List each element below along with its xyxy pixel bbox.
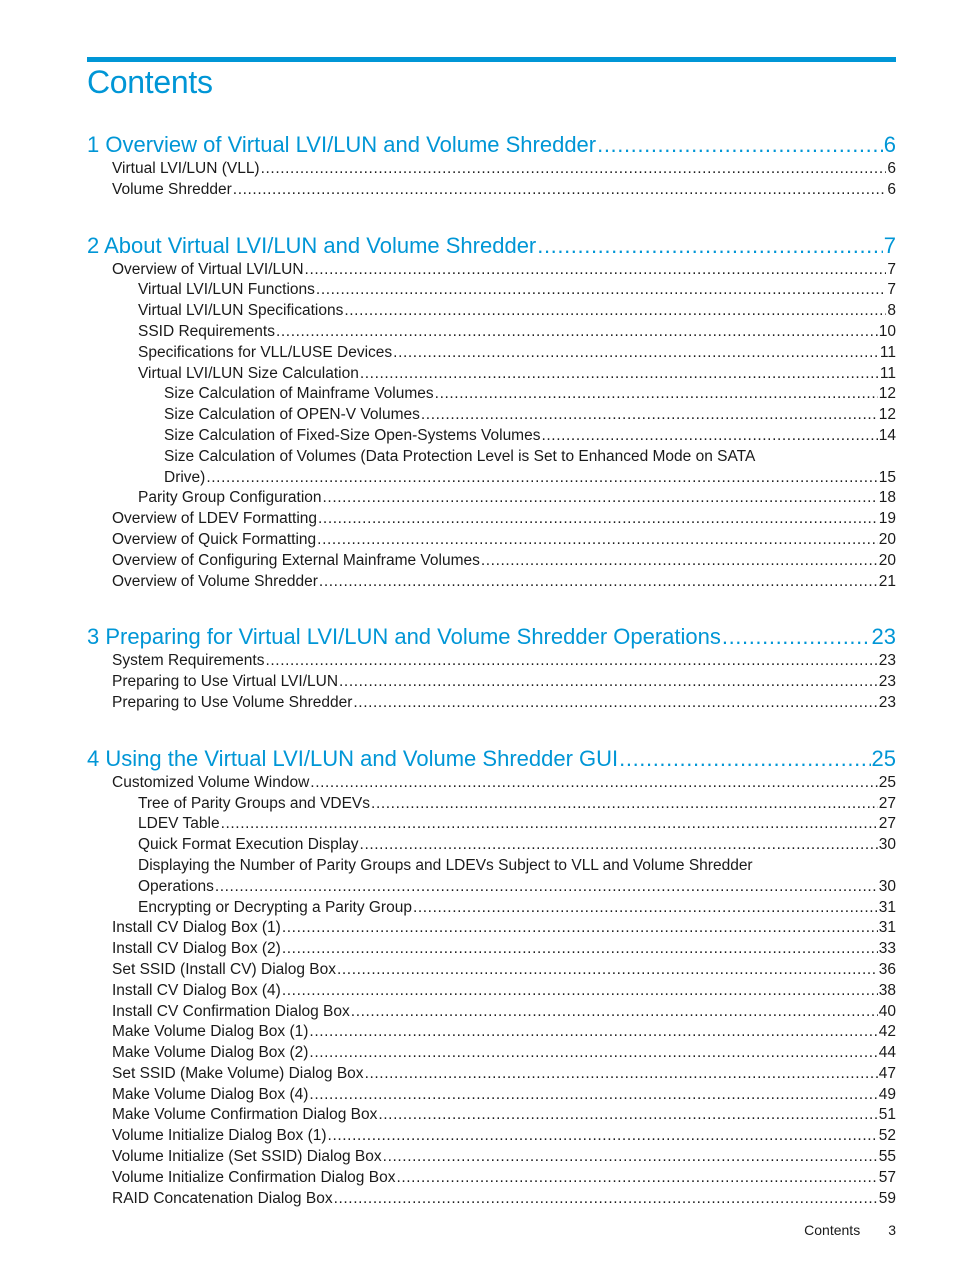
toc-chapter-3[interactable] bbox=[87, 620, 896, 653]
dot-leader bbox=[215, 877, 878, 898]
page-number: 51 bbox=[878, 1106, 896, 1124]
page-number: 18 bbox=[878, 489, 896, 507]
page-number: 33 bbox=[878, 940, 896, 958]
page-footer bbox=[804, 1222, 896, 1238]
page-number: 52 bbox=[878, 1127, 896, 1145]
toc-entry[interactable] bbox=[87, 530, 896, 551]
entry-title: Drive) bbox=[164, 468, 206, 486]
chapter-gap bbox=[87, 714, 896, 742]
dot-leader bbox=[396, 1168, 877, 1189]
page-number: 7 bbox=[887, 260, 896, 278]
page-number: 20 bbox=[878, 551, 896, 569]
toc-entry[interactable] bbox=[87, 343, 896, 364]
page-number: 31 bbox=[878, 919, 896, 937]
chapter-title: 3 Preparing for Virtual LVI/LUN and Volume Shredder Operations bbox=[87, 624, 721, 650]
header-rule bbox=[87, 57, 896, 62]
entry-title: Virtual LVI/LUN Size Calculation bbox=[138, 364, 359, 382]
page-number: 30 bbox=[878, 836, 896, 854]
dot-leader bbox=[261, 159, 887, 180]
entry-title: Make Volume Dialog Box (2) bbox=[112, 1044, 309, 1062]
chapter-gap bbox=[87, 201, 896, 229]
dot-leader bbox=[282, 918, 878, 939]
toc-entry[interactable] bbox=[87, 1105, 896, 1126]
chapter-title: 1 Overview of Virtual LVI/LUN and Volume Shredder bbox=[87, 132, 597, 157]
toc-entry[interactable] bbox=[87, 1189, 896, 1210]
dot-leader bbox=[339, 672, 878, 693]
page-number: 25 bbox=[878, 773, 896, 791]
page-number: 31 bbox=[878, 898, 896, 916]
toc-entry[interactable] bbox=[87, 468, 896, 489]
page-number: 27 bbox=[878, 794, 896, 812]
toc-entry[interactable] bbox=[87, 1043, 896, 1064]
page-number: 23 bbox=[878, 673, 896, 691]
toc-entry[interactable] bbox=[87, 1002, 896, 1023]
entry-title: Virtual LVI/LUN Functions bbox=[138, 281, 315, 299]
page-number: 14 bbox=[878, 426, 896, 444]
page-number: 47 bbox=[878, 1064, 896, 1082]
toc-entry[interactable] bbox=[87, 898, 896, 919]
entry-title: Overview of Configuring External Mainframe Volumes bbox=[112, 551, 480, 569]
entry-title: Set SSID (Install CV) Dialog Box bbox=[112, 960, 336, 978]
dot-leader bbox=[413, 898, 878, 919]
entry-title: Volume Shredder bbox=[112, 180, 232, 198]
page-title: Contents bbox=[87, 64, 213, 100]
page-number: 30 bbox=[878, 877, 896, 895]
page-number: 6 bbox=[887, 180, 896, 198]
toc-entry[interactable] bbox=[87, 1064, 896, 1085]
chapter-title: 2 About Virtual LVI/LUN and Volume Shredder bbox=[87, 232, 537, 258]
toc-entry[interactable] bbox=[87, 260, 896, 281]
dot-leader bbox=[351, 1002, 878, 1023]
page-number: 7 bbox=[883, 232, 896, 258]
dot-leader bbox=[537, 229, 883, 262]
toc-entry-wrapped-line[interactable]: Size Calculation of Volumes (Data Protection Level is Set to Enhanced Mode on SATA bbox=[164, 447, 756, 465]
page-number: 55 bbox=[878, 1148, 896, 1166]
dot-leader bbox=[435, 384, 878, 405]
toc-entry[interactable] bbox=[87, 551, 896, 572]
entry-title: Customized Volume Window bbox=[112, 773, 310, 791]
toc-entry[interactable] bbox=[87, 488, 896, 509]
entry-title: Virtual LVI/LUN (VLL) bbox=[112, 160, 260, 177]
dot-leader bbox=[310, 773, 877, 794]
entry-title: Encrypting or Decrypting a Parity Group bbox=[138, 898, 412, 916]
toc-entry[interactable] bbox=[87, 572, 896, 593]
page-number: 12 bbox=[878, 406, 896, 424]
page-number: 27 bbox=[878, 815, 896, 833]
entry-title: System Requirements bbox=[112, 652, 265, 670]
page-number: 38 bbox=[878, 981, 896, 999]
dot-leader bbox=[371, 794, 878, 815]
dot-leader bbox=[317, 530, 878, 551]
footer-label: Contents bbox=[804, 1222, 861, 1238]
entry-title: Preparing to Use Volume Shredder bbox=[112, 693, 353, 711]
toc-entry[interactable] bbox=[87, 939, 896, 960]
entry-title: Install CV Dialog Box (1) bbox=[112, 919, 281, 937]
page-number: 59 bbox=[878, 1189, 896, 1207]
toc-chapter-1[interactable] bbox=[87, 128, 896, 161]
entry-title: Operations bbox=[138, 877, 214, 895]
entry-title: Overview of Virtual LVI/LUN bbox=[112, 260, 304, 278]
entry-title: Overview of Quick Formatting bbox=[112, 530, 317, 548]
entry-title: RAID Concatenation Dialog Box bbox=[112, 1189, 333, 1207]
page-number: 10 bbox=[878, 322, 896, 340]
entry-title: Parity Group Configuration bbox=[138, 489, 322, 507]
toc-entry[interactable] bbox=[87, 918, 896, 939]
footer-page-number: 3 bbox=[888, 1222, 896, 1238]
dot-leader bbox=[309, 1043, 877, 1064]
page-number: 21 bbox=[878, 572, 896, 590]
toc-entry-wrapped-line[interactable]: Displaying the Number of Parity Groups and LDEVs Subject to VLL and Volume Shredder bbox=[138, 856, 753, 874]
page-number: 25 bbox=[871, 745, 896, 771]
dot-leader bbox=[597, 128, 883, 161]
dot-leader bbox=[265, 651, 877, 672]
dot-leader bbox=[309, 1085, 877, 1106]
dot-leader bbox=[337, 960, 878, 981]
dot-leader bbox=[383, 1147, 878, 1168]
page-number: 19 bbox=[878, 510, 896, 528]
toc-entry[interactable] bbox=[87, 1022, 896, 1043]
dot-leader bbox=[282, 981, 878, 1002]
toc-entry[interactable] bbox=[87, 1085, 896, 1106]
dot-leader bbox=[421, 405, 878, 426]
dot-leader bbox=[319, 572, 878, 593]
entry-title: Overview of Volume Shredder bbox=[112, 572, 318, 590]
toc-entry[interactable] bbox=[87, 794, 896, 815]
dot-leader bbox=[276, 322, 878, 343]
toc-entry[interactable] bbox=[87, 1168, 896, 1189]
page-number: 11 bbox=[879, 364, 896, 382]
page-number: 36 bbox=[878, 960, 896, 978]
page-number: 49 bbox=[878, 1085, 896, 1103]
page-number: 15 bbox=[878, 468, 896, 486]
dot-leader bbox=[328, 1126, 878, 1147]
entry-title: Volume Initialize Confirmation Dialog Box bbox=[112, 1168, 396, 1186]
entry-title: Specifications for VLL/LUSE Devices bbox=[138, 343, 393, 361]
entry-title: Size Calculation of Fixed-Size Open-Systems Volumes bbox=[164, 426, 541, 444]
page-number: 42 bbox=[878, 1023, 896, 1041]
entry-title: Set SSID (Make Volume) Dialog Box bbox=[112, 1064, 364, 1082]
toc-entry[interactable] bbox=[87, 322, 896, 343]
toc-entry[interactable] bbox=[87, 1126, 896, 1147]
entry-title: Install CV Dialog Box (4) bbox=[112, 981, 281, 999]
toc-entry[interactable] bbox=[87, 159, 896, 180]
dot-leader bbox=[393, 343, 879, 364]
page-number: 40 bbox=[878, 1002, 896, 1020]
dot-leader bbox=[353, 693, 877, 714]
entry-title: Quick Format Execution Display bbox=[138, 836, 359, 854]
toc-entry[interactable] bbox=[87, 1147, 896, 1168]
entry-title: Virtual LVI/LUN Specifications bbox=[138, 302, 344, 320]
dot-leader bbox=[541, 426, 877, 447]
dot-leader bbox=[360, 364, 879, 385]
toc-entry[interactable] bbox=[87, 405, 896, 426]
toc-entry[interactable] bbox=[87, 301, 896, 322]
page-number: 23 bbox=[878, 652, 896, 670]
dot-leader bbox=[323, 488, 878, 509]
dot-leader bbox=[378, 1105, 877, 1126]
page-number: 57 bbox=[878, 1168, 896, 1186]
page-number: 44 bbox=[878, 1044, 896, 1062]
dot-leader bbox=[305, 260, 887, 281]
toc-entry[interactable] bbox=[87, 426, 896, 447]
chapter-gap bbox=[87, 592, 896, 620]
table-of-contents bbox=[87, 128, 896, 1209]
dot-leader bbox=[309, 1022, 877, 1043]
dot-leader bbox=[722, 620, 871, 653]
toc-chapter-4[interactable] bbox=[87, 742, 896, 775]
entry-title: Install CV Dialog Box (2) bbox=[112, 940, 281, 958]
toc-entry[interactable] bbox=[87, 180, 896, 201]
dot-leader bbox=[206, 468, 877, 489]
entry-title: Volume Initialize Dialog Box (1) bbox=[112, 1127, 327, 1145]
dot-leader bbox=[481, 551, 878, 572]
dot-leader bbox=[365, 1064, 878, 1085]
dot-leader bbox=[619, 742, 870, 775]
entry-title: Make Volume Dialog Box (4) bbox=[112, 1085, 309, 1103]
toc-entry[interactable] bbox=[87, 384, 896, 405]
entry-title: Volume Initialize (Set SSID) Dialog Box bbox=[112, 1148, 382, 1166]
entry-title: Tree of Parity Groups and VDEVs bbox=[138, 794, 371, 812]
entry-title: SSID Requirements bbox=[138, 322, 275, 340]
page-number: 8 bbox=[887, 302, 896, 320]
toc-entry[interactable] bbox=[87, 693, 896, 714]
entry-title: Make Volume Confirmation Dialog Box bbox=[112, 1106, 378, 1124]
dot-leader bbox=[344, 301, 886, 322]
page-number: 11 bbox=[879, 343, 896, 361]
dot-leader bbox=[334, 1189, 878, 1210]
toc-entry[interactable] bbox=[87, 877, 896, 898]
entry-title: Install CV Confirmation Dialog Box bbox=[112, 1002, 350, 1020]
page-number: 23 bbox=[878, 693, 896, 711]
entry-title: Make Volume Dialog Box (1) bbox=[112, 1023, 309, 1041]
page-number: 6 bbox=[883, 132, 896, 157]
page-number: 7 bbox=[887, 281, 896, 299]
page-number: 23 bbox=[871, 624, 896, 650]
entry-title: LDEV Table bbox=[138, 815, 220, 833]
toc-entry[interactable] bbox=[87, 960, 896, 981]
entry-title: Size Calculation of Mainframe Volumes bbox=[164, 385, 434, 403]
dot-leader bbox=[318, 509, 878, 530]
toc-entry[interactable] bbox=[87, 773, 896, 794]
toc-entry[interactable] bbox=[87, 835, 896, 856]
entry-title: Preparing to Use Virtual LVI/LUN bbox=[112, 673, 339, 691]
toc-entry[interactable] bbox=[87, 280, 896, 301]
page-number: 12 bbox=[878, 385, 896, 403]
toc-entry[interactable] bbox=[87, 509, 896, 530]
entry-title: Overview of LDEV Formatting bbox=[112, 510, 318, 528]
toc-entry[interactable] bbox=[87, 364, 896, 385]
entry-title: Size Calculation of OPEN-V Volumes bbox=[164, 406, 420, 424]
page-number: 6 bbox=[887, 160, 896, 177]
dot-leader bbox=[221, 814, 878, 835]
toc-entry[interactable] bbox=[87, 981, 896, 1002]
toc-entry[interactable] bbox=[87, 814, 896, 835]
dot-leader bbox=[233, 180, 887, 201]
chapter-title: 4 Using the Virtual LVI/LUN and Volume Shredder GUI bbox=[87, 745, 619, 771]
toc-chapter-2[interactable] bbox=[87, 229, 896, 262]
dot-leader bbox=[282, 939, 878, 960]
toc-entry[interactable] bbox=[87, 651, 896, 672]
dot-leader bbox=[316, 280, 886, 301]
page-number: 20 bbox=[878, 530, 896, 548]
dot-leader bbox=[360, 835, 878, 856]
toc-entry[interactable] bbox=[87, 672, 896, 693]
